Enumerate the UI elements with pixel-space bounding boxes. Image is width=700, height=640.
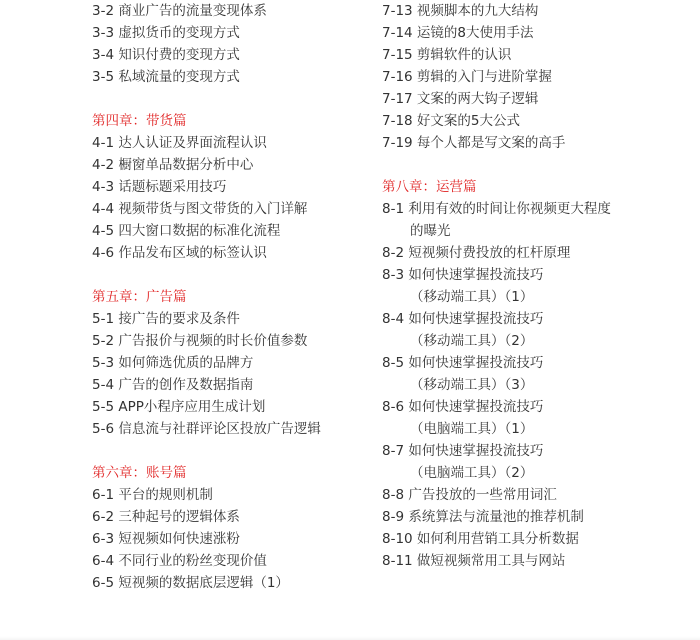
left-column — [92, 0, 382, 594]
toc-entry-7-16: 7-16 剪辑的入门与进阶掌握 — [382, 69, 552, 85]
toc-entry-8-9: 8-9 系统算法与流量池的推荐机制 — [382, 509, 584, 525]
toc-entry-8-3-continuation: （移动端工具）（1） — [410, 289, 534, 305]
chapter-8-heading: 第八章：运营篇 — [382, 179, 477, 195]
toc-entry-5-2: 5-2 广告报价与视频的时长价值参数 — [92, 333, 308, 349]
toc-entry-6-3: 6-3 短视频如何快速涨粉 — [92, 531, 240, 547]
toc-entry-7-13: 7-13 视频脚本的九大结构 — [382, 3, 539, 19]
toc-entry-5-5: 5-5 APP小程序应用生成计划 — [92, 399, 266, 415]
chapter-6-heading: 第六章：账号篇 — [92, 465, 187, 481]
toc-entry-8-1-continuation: 的曝光 — [410, 223, 451, 239]
toc-entry-6-4: 6-4 不同行业的粉丝变现价值 — [92, 553, 267, 569]
toc-entry-6-1: 6-1 平台的规则机制 — [92, 487, 213, 503]
toc-entry-4-3: 4-3 话题标题采用技巧 — [92, 179, 227, 195]
toc-entry-6-2: 6-2 三种起号的逻辑体系 — [92, 509, 240, 525]
toc-entry-8-6: 8-6 如何快速掌握投流技巧 — [382, 399, 544, 415]
toc-entry-3-4: 3-4 知识付费的变现方式 — [92, 47, 240, 63]
toc-entry-4-6: 4-6 作品发布区域的标签认识 — [92, 245, 267, 261]
right-column — [382, 0, 682, 572]
toc-entry-8-6-continuation: （电脑端工具）（1） — [410, 421, 534, 437]
toc-entry-8-2: 8-2 短视频付费投放的杠杆原理 — [382, 245, 571, 261]
toc-entry-8-7-continuation: （电脑端工具）（2） — [410, 465, 534, 481]
toc-entry-6-5: 6-5 短视频的数据底层逻辑（1） — [92, 575, 289, 591]
toc-entry-8-10: 8-10 如何利用营销工具分析数据 — [382, 531, 579, 547]
toc-entry-5-3: 5-3 如何筛选优质的品牌方 — [92, 355, 254, 371]
toc-entry-8-4-continuation: （移动端工具）（2） — [410, 333, 534, 349]
chapter-5-heading: 第五章：广告篇 — [92, 289, 187, 305]
toc-entry-5-1: 5-1 接广告的要求及条件 — [92, 311, 240, 327]
toc-entry-5-4: 5-4 广告的创作及数据指南 — [92, 377, 254, 393]
toc-entry-3-2: 3-2 商业广告的流量变现体系 — [92, 3, 267, 19]
bottom-divider — [0, 636, 700, 640]
toc-entry-3-3: 3-3 虚拟货币的变现方式 — [92, 25, 240, 41]
toc-entry-4-2: 4-2 橱窗单品数据分析中心 — [92, 157, 254, 173]
toc-entry-8-11: 8-11 做短视频常用工具与网站 — [382, 553, 566, 569]
toc-entry-3-5: 3-5 私域流量的变现方式 — [92, 69, 240, 85]
toc-entry-4-4: 4-4 视频带货与图文带货的入门详解 — [92, 201, 308, 217]
toc-entry-7-19: 7-19 每个人都是写文案的高手 — [382, 135, 566, 151]
toc-entry-7-17: 7-17 文案的两大钩子逻辑 — [382, 91, 539, 107]
toc-entry-8-5-continuation: （移动端工具）（3） — [410, 377, 534, 393]
toc-entry-8-3: 8-3 如何快速掌握投流技巧 — [382, 267, 544, 283]
toc-entry-8-1: 8-1 利用有效的时间让你视频更大程度 — [382, 201, 611, 217]
toc-entry-5-6: 5-6 信息流与社群评论区投放广告逻辑 — [92, 421, 321, 437]
toc-entry-8-7: 8-7 如何快速掌握投流技巧 — [382, 443, 544, 459]
toc-entry-7-15: 7-15 剪辑软件的认识 — [382, 47, 512, 63]
toc-entry-8-5: 8-5 如何快速掌握投流技巧 — [382, 355, 544, 371]
toc-entry-4-1: 4-1 达人认证及界面流程认识 — [92, 135, 267, 151]
toc-entry-7-18: 7-18 好文案的5大公式 — [382, 113, 521, 129]
toc-entry-8-4: 8-4 如何快速掌握投流技巧 — [382, 311, 544, 327]
toc-entry-7-14: 7-14 运镜的8大使用手法 — [382, 25, 534, 41]
toc-entry-4-5: 4-5 四大窗口数据的标准化流程 — [92, 223, 281, 239]
chapter-4-heading: 第四章：带货篇 — [92, 113, 187, 129]
toc-entry-8-8: 8-8 广告投放的一些常用词汇 — [382, 487, 557, 503]
